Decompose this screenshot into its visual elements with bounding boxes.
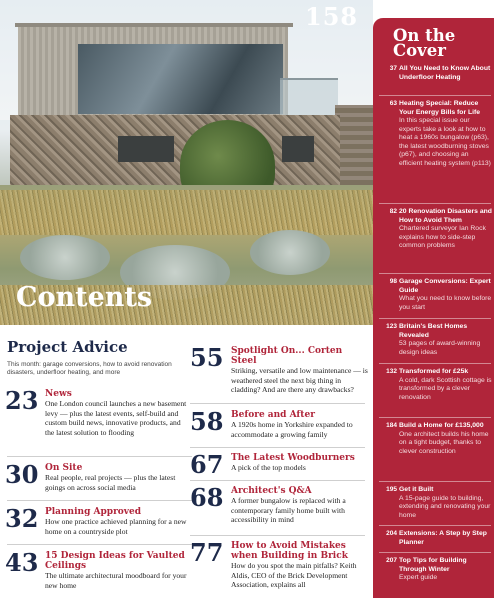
sidebar-divider xyxy=(379,417,491,418)
entry-title: 15 Design Ideas for Vaulted Ceilings xyxy=(45,551,185,571)
sidebar-divider xyxy=(379,552,491,553)
entry-title: Architect's Q&A xyxy=(231,486,312,496)
cover-item[interactable] xyxy=(377,557,493,583)
entry-description: Real people, real projects — plus the latest goings on across social media xyxy=(45,473,176,492)
cover-item[interactable] xyxy=(377,323,493,357)
contents-entry[interactable] xyxy=(190,450,368,479)
cover-item-description: Chartered surveyor Ian Rock explains how to side-step common problems xyxy=(399,225,486,249)
sidebar-divider xyxy=(379,363,491,364)
entry-title: The Latest Woodburners xyxy=(231,453,355,463)
cover-item-page: 195 xyxy=(386,486,397,493)
entry-divider xyxy=(190,535,365,536)
cover-item[interactable] xyxy=(377,100,493,168)
cover-item-heading: Garage Conversions: Expert Guide xyxy=(399,278,491,294)
entry-divider xyxy=(7,544,192,545)
entry-title: On Site xyxy=(45,463,83,473)
entry-page-number: 55 xyxy=(190,343,224,372)
cover-item[interactable] xyxy=(377,368,493,402)
entry-title: How to Avoid Mistakes when Building in Brick xyxy=(231,541,348,561)
entry-description: A former bungalow is replaced with a contemporary family home built with accessibility in mind xyxy=(231,496,346,524)
entry-page-number: 58 xyxy=(190,407,224,436)
cover-item[interactable] xyxy=(377,278,493,312)
cover-item[interactable] xyxy=(377,65,493,82)
cover-item-page: 123 xyxy=(386,323,397,330)
glass-balustrade xyxy=(280,78,338,116)
entry-title: Spotlight On... Corten Steel xyxy=(231,346,343,366)
house-window xyxy=(118,136,174,162)
entry-description: A pick of the top models xyxy=(231,463,306,472)
entry-divider xyxy=(7,456,192,457)
cover-item-heading: Heating Special: Reduce Your Energy Bills for Life xyxy=(399,100,481,116)
contents-entry[interactable] xyxy=(5,504,190,536)
contents-entry[interactable] xyxy=(5,460,190,492)
entry-description: Striking, versatile and low maintenance — is weathered steel the next big thing in cladding? And are there any drawbacks? xyxy=(231,366,368,394)
cover-item[interactable] xyxy=(377,530,493,547)
house-roofline xyxy=(15,23,293,27)
grass-patch xyxy=(0,190,373,235)
entry-description: The ultimate architectural moodboard for your new home xyxy=(45,571,187,590)
contents-entry[interactable] xyxy=(190,407,368,439)
cover-item[interactable] xyxy=(377,422,493,456)
contents-entry[interactable] xyxy=(5,386,190,437)
entry-page-number: 43 xyxy=(5,548,39,577)
silver-shrub xyxy=(250,230,330,275)
house-glazing xyxy=(78,44,283,114)
cover-item-heading: Britain's Best Homes Revealed xyxy=(399,323,468,339)
house-window xyxy=(282,136,314,162)
sidebar-divider xyxy=(379,525,491,526)
entry-page-number: 77 xyxy=(190,538,224,567)
cover-item[interactable] xyxy=(377,486,493,520)
sidebar-title-line1: On the xyxy=(393,26,456,45)
entry-page-number: 30 xyxy=(5,460,39,489)
contents-entry[interactable] xyxy=(190,343,368,395)
contents-entry[interactable] xyxy=(190,538,368,590)
entry-title: Planning Approved xyxy=(45,507,142,517)
sidebar-divider xyxy=(379,273,491,274)
cover-item-page: 98 xyxy=(389,278,397,285)
entry-divider xyxy=(190,447,365,448)
entry-page-number: 67 xyxy=(190,450,224,479)
cover-item-page: 82 xyxy=(389,208,397,215)
entry-description: One London council launches a new basement levy — plus the latest events, self-build and custom build news, innovative products, and the latest solution to flooding xyxy=(45,399,187,437)
cover-item-page: 132 xyxy=(386,368,397,375)
section-intro: This month: garage conversions, how to avoid renovation disasters, underfloor heating, and more xyxy=(7,361,172,376)
cover-item-description: 53 pages of award-winning design ideas xyxy=(399,340,481,356)
cover-item-description: A cold, dark Scottish cottage is transformed by a clever renovation xyxy=(399,376,492,401)
sidebar-title xyxy=(393,28,455,58)
sidebar-divider xyxy=(379,95,491,96)
cover-item-page: 37 xyxy=(389,65,397,72)
entry-title: Before and After xyxy=(231,410,315,420)
entry-divider xyxy=(190,403,365,404)
entry-description: A 1920s home in Yorkshire expanded to accommodate a growing family xyxy=(231,420,353,439)
sidebar-divider xyxy=(379,318,491,319)
cover-item-page: 184 xyxy=(386,422,397,429)
entry-page-number: 23 xyxy=(5,386,39,415)
cover-item-heading: All You Need to Know About Underfloor Heating xyxy=(399,65,491,81)
entry-divider xyxy=(7,500,192,501)
cover-item-description: What you need to know before you start xyxy=(399,295,492,311)
entry-description: How do you spot the main pitfalls? Keith Aldis, CEO of the Brick Development Association, explains all xyxy=(231,561,357,589)
section-title: Project Advice xyxy=(7,338,128,356)
cover-item-page: 207 xyxy=(386,557,397,564)
cover-item-heading: Build a Home for £135,000 xyxy=(399,422,484,429)
sidebar-title-line2: Cover xyxy=(393,41,446,60)
sidebar-divider xyxy=(379,481,491,482)
cover-item-description: One architect builds his home on a tight budget, thanks to clever construction xyxy=(399,430,489,455)
contents-entry[interactable] xyxy=(5,548,190,590)
cover-item-page: 63 xyxy=(389,100,397,107)
cover-item-heading: Transformed for £25k xyxy=(399,368,469,375)
cover-item-description: A 15-page guide to building, extending and renovating your home xyxy=(399,494,491,519)
silver-shrub xyxy=(20,235,110,280)
entry-description: How one practice achieved planning for a new home on a countryside plot xyxy=(45,517,187,536)
page-number: 158 xyxy=(305,2,359,31)
cover-item-description: In this special issue our experts take a look at how to heat a 1960s bungalow (p63), the latest woodburning stoves (p67), and choosing an efficient heating system (p113) xyxy=(399,117,491,167)
entry-divider xyxy=(190,480,365,481)
cover-item[interactable] xyxy=(377,208,493,251)
cover-item-heading: Extensions: A Step by Step Planner xyxy=(399,530,487,546)
contents-heading: Contents xyxy=(16,282,153,313)
on-the-cover-sidebar xyxy=(373,18,494,598)
cover-item-heading: Top Tips for Building Through Winter xyxy=(399,557,467,573)
cover-item-heading: 20 Renovation Disasters and How to Avoid Them xyxy=(399,208,492,224)
entry-page-number: 68 xyxy=(190,483,224,512)
cover-photo xyxy=(0,0,373,325)
sidebar-divider xyxy=(379,203,491,204)
entry-page-number: 32 xyxy=(5,504,39,533)
contents-entry[interactable] xyxy=(190,483,368,525)
entry-title: News xyxy=(45,389,72,399)
cover-item-description: Expert guide xyxy=(399,574,438,581)
cover-item-page: 204 xyxy=(386,530,397,537)
neighbouring-house xyxy=(335,105,373,185)
cover-item-heading: Get it Built xyxy=(399,486,434,493)
